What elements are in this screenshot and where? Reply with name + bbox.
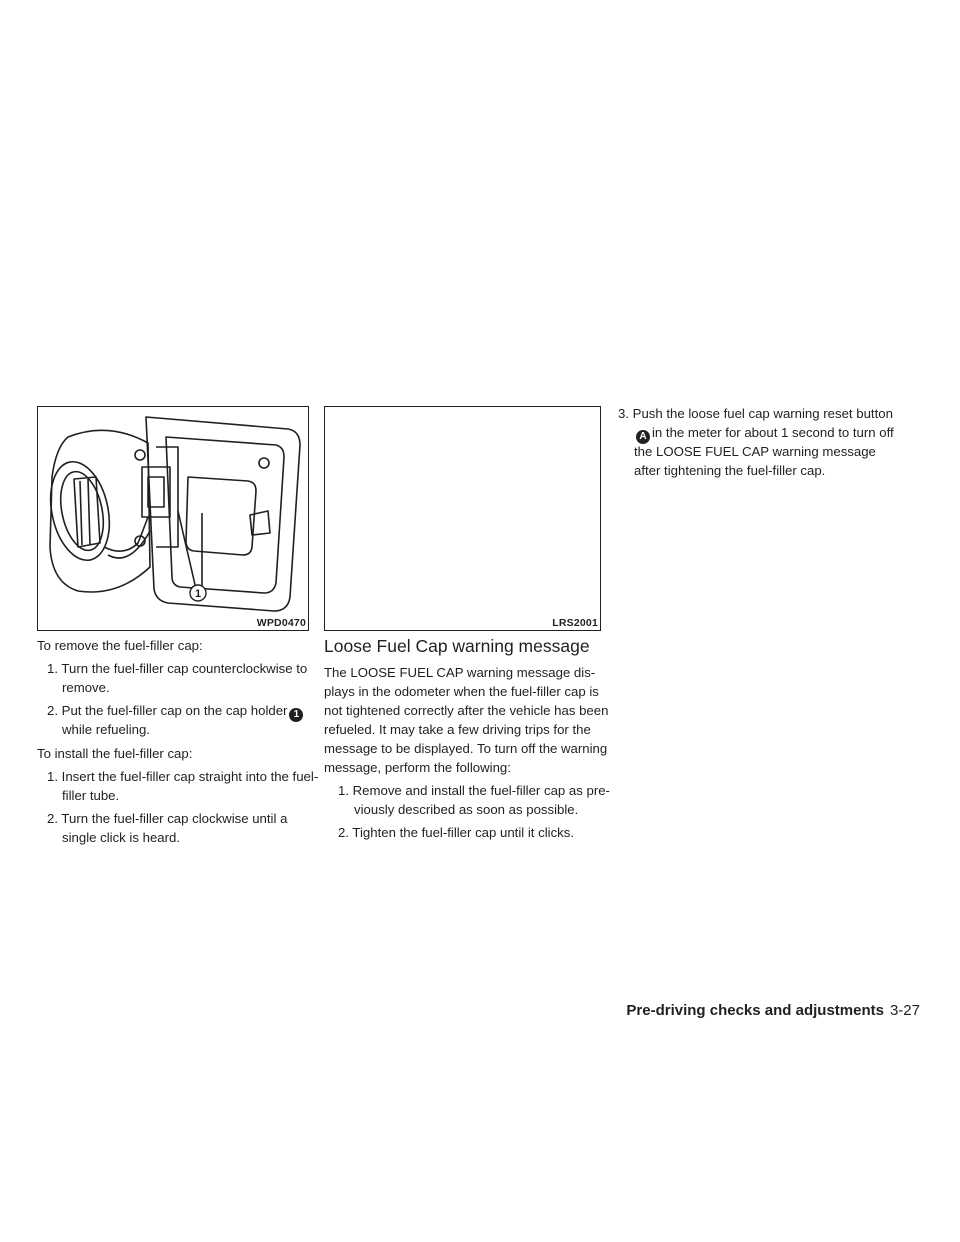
remove-step-2 <box>47 702 305 722</box>
paragraph-line: plays in the odometer when the fuel-filler cap is <box>324 684 599 699</box>
remove-step-2-text: 2. Put the fuel-filler cap on the cap holder <box>47 703 288 718</box>
warning-step-3: 3. Push the loose fuel cap warning reset button <box>618 406 893 421</box>
figure-code: WPD0470 <box>256 617 306 629</box>
remove-step-2-cont: while refueling. <box>62 722 150 737</box>
install-step-2: 2. Turn the fuel-filler cap clockwise until a <box>47 811 288 826</box>
callout-1-label: 1 <box>194 588 202 600</box>
warning-step-3-line3: the LOOSE FUEL CAP warning message <box>634 444 876 459</box>
remove-intro: To remove the fuel-filler cap: <box>37 638 203 653</box>
meter-figure <box>324 406 601 631</box>
remove-step-1-cont: remove. <box>62 680 110 695</box>
remove-step-1: 1. Turn the fuel-filler cap counterclockwise to <box>47 661 308 676</box>
paragraph-line: The LOOSE FUEL CAP warning message dis- <box>324 665 596 680</box>
install-step-2-cont: single click is heard. <box>62 830 181 845</box>
warning-step-3-line4: after tightening the fuel-filler cap. <box>634 463 826 478</box>
install-intro: To install the fuel-filler cap: <box>37 746 193 761</box>
section-heading: Loose Fuel Cap warning message <box>324 636 590 656</box>
callout-a-icon: A <box>636 430 650 444</box>
paragraph-line: refueled. It may take a few driving trips for the <box>324 722 591 737</box>
figure-code: LRS2001 <box>552 617 598 629</box>
paragraph-line: message to be displayed. To turn off the warning <box>324 741 608 756</box>
fuel-filler-cap-illustration <box>38 407 308 629</box>
page-number: 3-27 <box>889 1002 920 1019</box>
install-step-1: 1. Insert the fuel-filler cap straight into the fuel- <box>47 769 319 784</box>
footer-section-title: Pre-driving checks and adjustments <box>626 1002 884 1019</box>
warning-step-3-text: in the meter for about 1 second to turn off <box>652 425 894 440</box>
page-footer <box>626 1001 920 1021</box>
fuel-filler-figure <box>37 406 309 631</box>
warning-step-1-cont: viously described as soon as possible. <box>354 802 579 817</box>
warning-step-1: 1. Remove and install the fuel-filler cap as pre- <box>338 783 610 798</box>
callout-1-icon: 1 <box>289 708 303 722</box>
warning-step-3-line2 <box>634 424 894 444</box>
warning-step-2: 2. Tighten the fuel-filler cap until it clicks. <box>338 825 575 840</box>
paragraph-line: message, perform the following: <box>324 760 511 775</box>
paragraph-line: not tightened correctly after the vehicle has been <box>324 703 609 718</box>
install-step-1-cont: filler tube. <box>62 788 120 803</box>
